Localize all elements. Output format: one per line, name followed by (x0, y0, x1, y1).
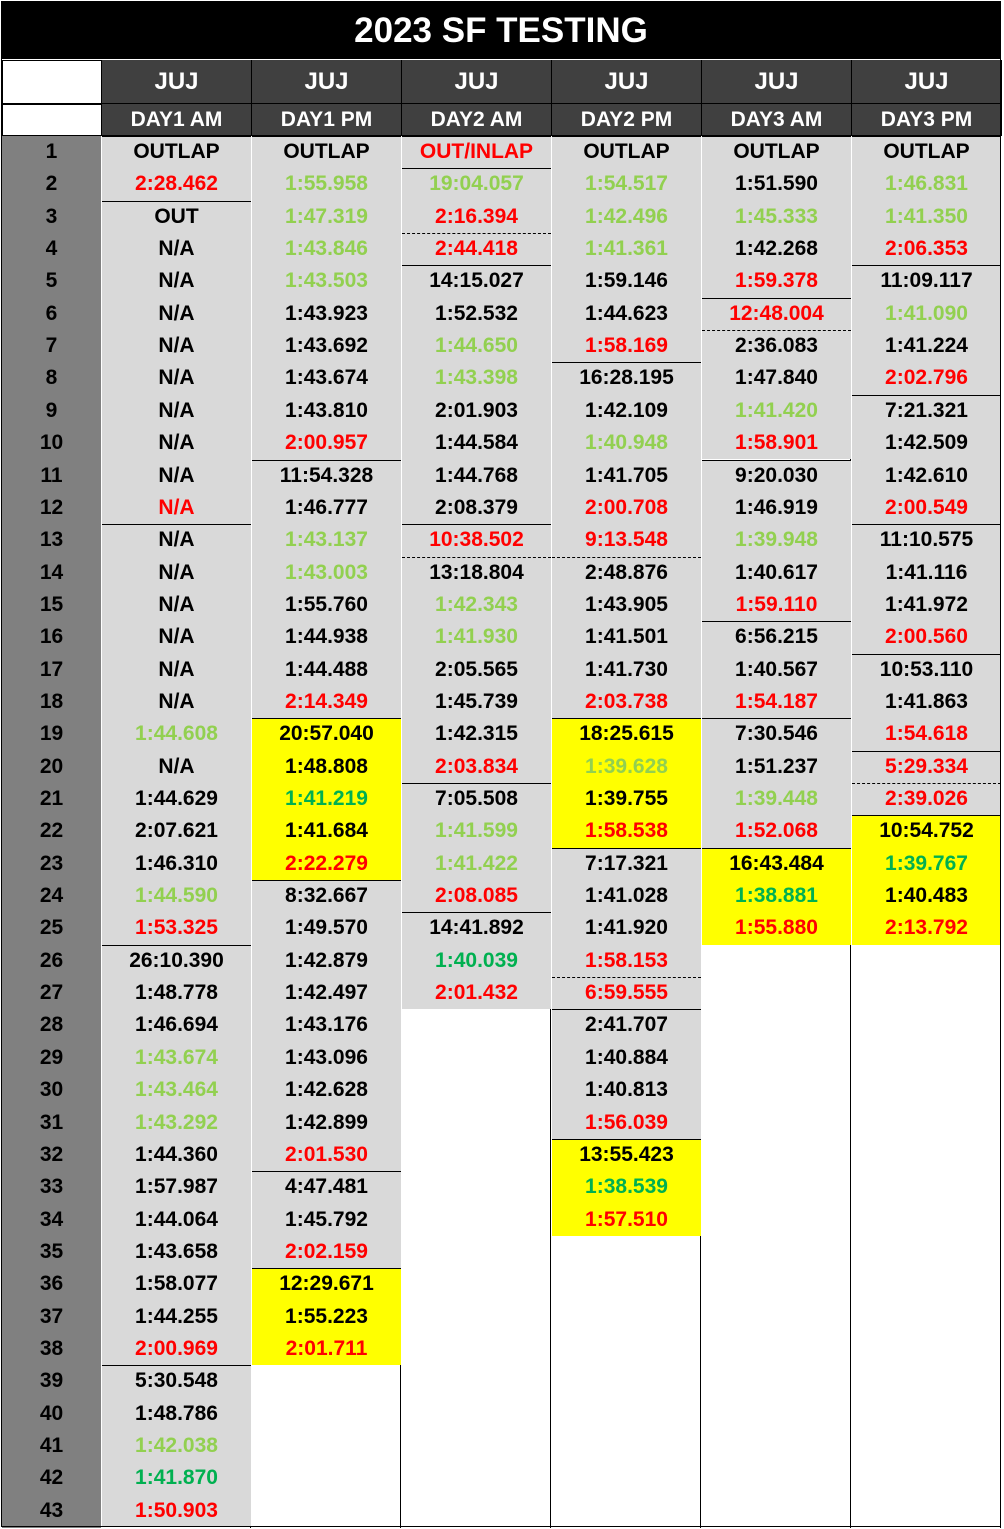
lap-time-cell: 1:51.237 (735, 754, 818, 778)
lap-time-cell: 2:01.530 (285, 1142, 368, 1166)
lap-time-cell: 1:42.268 (735, 237, 818, 261)
lap-time-cell: 2:16.394 (435, 204, 518, 228)
lap-time-cell: 2:41.707 (585, 1013, 668, 1037)
lap-time-cell: 1:48.808 (285, 754, 368, 778)
lap-time-cell: 2:00.957 (285, 431, 368, 455)
lap-time-cell: 5:30.548 (135, 1369, 218, 1393)
lap-time-cell: 4:47.481 (285, 1175, 368, 1199)
lap-time-cell: 1:51.590 (735, 172, 818, 196)
lap-time-cell: 1:44.064 (135, 1207, 218, 1231)
lap-time-cell: OUTLAP (883, 140, 970, 163)
lap-time-cell: 1:43.905 (585, 592, 668, 616)
lap-time-cell: N/A (158, 657, 195, 681)
lap-time-cell: N/A (158, 269, 195, 293)
lap-time-cell: OUTLAP (733, 140, 820, 163)
lap-time-cell: 1:49.570 (285, 916, 368, 940)
lap-time-cell: 2:44.418 (435, 237, 518, 261)
lap-time-cell: 1:46.831 (885, 172, 968, 196)
lap-time-cell: 1:46.919 (735, 495, 818, 519)
lap-time-cell: 2:03.834 (435, 754, 518, 778)
lap-time-cell: 2:36.083 (735, 334, 818, 358)
lap-time-cell: 1:41.224 (885, 334, 968, 358)
header-blank-session (2, 104, 102, 136)
lap-number: 17 (39, 657, 64, 681)
lap-time-cell: 1:59.146 (585, 269, 668, 293)
lap-time-cell: 1:40.948 (585, 431, 668, 455)
lap-number: 25 (39, 916, 64, 940)
lap-time-cell: 16:43.484 (729, 851, 824, 875)
lap-time-cell: 11:09.117 (880, 269, 973, 293)
lap-time-cell: 1:53.325 (135, 916, 218, 940)
lap-time-cell: 1:41.684 (285, 819, 368, 843)
lap-time-cell: 1:41.420 (735, 398, 818, 422)
lap-time-cell: 1:54.517 (585, 172, 668, 196)
lap-time-cell: 1:41.870 (135, 1466, 218, 1490)
lap-time-cell: 2:13.792 (885, 916, 968, 940)
lap-time-cell: 1:46.310 (135, 851, 218, 875)
lap-time-cell: 1:45.333 (735, 204, 818, 228)
lap-time-cell: 9:13.548 (585, 528, 668, 552)
lap-number: 22 (39, 819, 64, 843)
lap-time-cell: 1:41.219 (285, 787, 368, 810)
driver-header: JUJ (252, 60, 402, 104)
lap-time-cell: N/A (158, 528, 195, 552)
lap-time-cell: 1:41.028 (585, 884, 668, 908)
lap-time-cell: 1:40.483 (885, 884, 968, 908)
lap-time-cell: 2:00.708 (585, 495, 668, 519)
lap-time-cell: N/A (158, 301, 195, 325)
lap-time-cell: 1:55.760 (285, 592, 368, 616)
lap-time-cell: OUTLAP (283, 140, 370, 163)
lap-time-cell: 1:42.109 (585, 398, 668, 422)
lap-time-cell: 1:43.003 (285, 560, 368, 584)
lap-time-cell: 1:42.315 (435, 722, 518, 746)
lap-number: 23 (39, 851, 64, 875)
lap-time-cell: 1:42.496 (585, 204, 668, 228)
lap-number: 19 (39, 722, 64, 746)
lap-time-cell: 1:44.584 (435, 431, 518, 455)
lap-time-cell: 2:06.353 (885, 237, 968, 261)
lap-time-cell: 1:44.255 (135, 1304, 218, 1328)
lap-time-cell: 1:41.422 (435, 851, 518, 875)
lap-time-cell: 2:05.565 (435, 657, 518, 681)
lap-time-cell: 2:01.432 (435, 981, 518, 1005)
lap-time-cell: 19:04.057 (429, 172, 524, 196)
driver-header: JUJ (402, 60, 552, 104)
lap-time-cell: N/A (158, 592, 195, 616)
lap-time-cell: 1:40.617 (735, 560, 818, 584)
lap-number: 8 (45, 366, 58, 390)
lap-number: 15 (39, 592, 64, 616)
lap-number: 20 (39, 754, 64, 778)
lap-number: 42 (39, 1466, 64, 1490)
lap-time-cell: 1:52.068 (735, 819, 818, 843)
lap-time-cell: 1:58.153 (585, 948, 668, 972)
lap-time-cell: 10:53.110 (879, 657, 974, 681)
lap-number: 10 (39, 431, 64, 455)
lap-time-cell: 1:54.618 (885, 722, 968, 746)
lap-time-cell: 1:43.176 (285, 1013, 368, 1037)
lap-time-cell: 8:32.667 (285, 884, 368, 908)
lap-time-cell: 2:03.738 (585, 689, 668, 713)
lap-time-cell: 16:28.195 (579, 366, 674, 390)
lap-time-cell: 1:43.658 (135, 1239, 218, 1263)
header-blank-driver (2, 60, 102, 104)
lap-time-cell: 26:10.390 (129, 948, 224, 972)
lap-time-cell: 1:43.137 (285, 528, 368, 552)
lap-number: 28 (39, 1013, 64, 1037)
session-header: DAY1 AM (102, 104, 252, 136)
page-title: 2023 SF TESTING (2, 2, 1000, 59)
lap-number: 21 (39, 787, 64, 810)
driver-header: JUJ (852, 60, 1002, 104)
lap-time-cell: 2:14.349 (285, 689, 368, 713)
lap-time-cell: 2:08.085 (435, 884, 518, 908)
lap-time-cell: 18:25.615 (579, 722, 674, 746)
driver-header: JUJ (552, 60, 702, 104)
lap-time-cell: 9:20.030 (735, 463, 818, 487)
lap-time-cell: 1:44.608 (135, 722, 218, 746)
lap-time-cell: 1:40.884 (585, 1045, 668, 1069)
lap-time-cell: 1:44.938 (285, 625, 368, 649)
lap-number: 30 (39, 1078, 64, 1102)
lap-time-cell: 1:40.567 (735, 657, 818, 681)
lap-time-cell: 1:58.901 (735, 431, 818, 455)
lap-time-cell: 1:46.777 (285, 495, 368, 519)
lap-time-cell: 1:42.628 (285, 1078, 368, 1102)
lap-time-cell: 1:55.223 (285, 1304, 368, 1328)
lap-number: 29 (39, 1045, 64, 1069)
lap-time-cell: 1:44.768 (435, 463, 518, 487)
session-column (102, 136, 251, 1528)
lap-time-cell: 1:39.448 (735, 787, 818, 810)
lap-time-cell: 1:39.755 (585, 787, 668, 810)
lap-time-cell: 1:43.292 (135, 1110, 218, 1134)
lap-number: 32 (39, 1142, 64, 1166)
lap-time-cell: 1:43.674 (135, 1045, 218, 1069)
session-header: DAY1 PM (252, 104, 402, 136)
lap-number: 16 (39, 625, 64, 649)
lap-time-cell: 2:48.876 (585, 560, 668, 584)
lap-time-cell: 1:44.629 (135, 787, 218, 810)
lap-time-cell: 1:59.110 (735, 592, 818, 616)
lap-time-cell: N/A (158, 754, 195, 778)
lap-time-cell: 1:43.398 (435, 366, 518, 390)
lap-time-cell: 1:43.846 (285, 237, 368, 261)
lap-time-cell: 1:48.786 (135, 1401, 218, 1425)
lap-number: 34 (39, 1207, 64, 1231)
lap-number: 33 (39, 1175, 64, 1199)
lap-time-cell: 6:59.555 (585, 981, 668, 1005)
lap-number: 4 (45, 237, 58, 261)
session-column (852, 136, 1001, 1528)
session-header: DAY2 AM (402, 104, 552, 136)
lap-time-cell: 1:43.503 (285, 269, 368, 293)
lap-number: 3 (45, 204, 58, 228)
lap-time-cell: 1:41.730 (585, 657, 668, 681)
lap-number: 41 (39, 1434, 64, 1457)
driver-header: JUJ (702, 60, 852, 104)
lap-time-cell: 1:44.488 (285, 657, 368, 681)
lap-time-cell: OUT/INLAP (419, 140, 534, 163)
lap-time-cell: 1:41.920 (585, 916, 668, 940)
lap-time-cell: 7:17.321 (585, 851, 668, 875)
lap-number: 27 (39, 981, 64, 1005)
lap-time-cell: 2:08.379 (435, 495, 518, 519)
lap-time-cell: 1:41.863 (885, 689, 968, 713)
lap-time-cell: 2:28.462 (135, 172, 218, 196)
lap-number: 26 (39, 948, 64, 972)
lap-time-cell: 1:56.039 (585, 1110, 668, 1134)
lap-time-cell: 10:38.502 (429, 528, 524, 552)
lap-time-cell: 2:01.711 (285, 1336, 368, 1360)
lap-time-cell: 7:30.546 (735, 722, 818, 746)
lap-time-cell: N/A (158, 495, 195, 519)
lap-time-cell: N/A (158, 560, 195, 584)
lap-number: 7 (45, 334, 58, 358)
lap-time-cell: N/A (158, 237, 195, 261)
lap-time-cell: N/A (158, 431, 195, 455)
session-header: DAY2 PM (552, 104, 702, 136)
lap-number: 13 (39, 528, 64, 552)
lap-time-cell: 1:41.350 (885, 204, 968, 228)
lap-time-cell: 5:29.334 (885, 754, 968, 778)
lap-time-cell: 2:00.969 (135, 1336, 218, 1360)
lap-number: 2 (45, 172, 58, 196)
lap-time-cell: 1:43.464 (135, 1078, 218, 1102)
lap-number: 5 (45, 269, 58, 293)
lap-time-cell: 1:44.360 (135, 1142, 218, 1166)
lap-time-cell: 1:44.650 (435, 334, 518, 358)
lap-time-cell: 1:41.599 (435, 819, 518, 843)
lap-time-cell: 1:42.038 (135, 1434, 218, 1457)
lap-number: 1 (45, 140, 58, 163)
lap-time-cell: 1:44.623 (585, 301, 668, 325)
session-column (402, 136, 551, 1528)
lap-time-cell: 1:52.532 (435, 301, 518, 325)
lap-number: 12 (39, 495, 64, 519)
lap-time-cell: 1:50.903 (135, 1498, 218, 1522)
lap-time-cell: 1:57.987 (135, 1175, 218, 1199)
lap-time-cell: 1:43.692 (285, 334, 368, 358)
lap-time-cell: 1:38.881 (735, 884, 818, 908)
lap-time-cell: 7:21.321 (885, 398, 968, 422)
lap-time-cell: 1:41.972 (885, 592, 968, 616)
lap-number: 11 (40, 463, 63, 487)
lap-time-cell: 1:57.510 (585, 1207, 668, 1231)
lap-time-cell: 1:58.077 (135, 1272, 218, 1296)
lap-time-cell: 1:42.509 (885, 431, 968, 455)
lap-number: 6 (45, 301, 58, 325)
lap-time-cell: 1:38.539 (585, 1175, 668, 1199)
lap-time-cell: 1:42.343 (435, 592, 518, 616)
lap-number: 9 (45, 398, 58, 422)
lap-time-cell: N/A (158, 689, 195, 713)
lap-time-cell: 1:55.880 (735, 916, 818, 940)
lap-time-cell: 1:43.923 (285, 301, 368, 325)
lap-time-cell: 1:39.628 (585, 754, 668, 778)
lap-time-cell: 1:48.778 (135, 981, 218, 1005)
lap-time-cell: 1:42.610 (885, 463, 968, 487)
session-column (252, 136, 401, 1528)
lap-time-cell: 2:02.159 (285, 1239, 368, 1263)
lap-number: 39 (39, 1369, 64, 1393)
lap-time-cell: 14:15.027 (429, 269, 524, 293)
lap-number: 43 (39, 1498, 64, 1522)
lap-number: 24 (39, 884, 64, 908)
lap-time-cell: 1:39.767 (885, 851, 968, 875)
lap-time-cell: 2:00.560 (885, 625, 968, 649)
lap-time-cell: N/A (158, 398, 195, 422)
lap-time-cell: 6:56.215 (735, 625, 818, 649)
lap-number: 40 (39, 1401, 64, 1425)
lap-time-cell: 1:47.319 (285, 204, 368, 228)
session-column (702, 136, 851, 1528)
lap-time-cell: 1:45.792 (285, 1207, 368, 1231)
session-column (552, 136, 701, 1528)
lap-time-cell: 1:41.361 (585, 237, 668, 261)
lap-time-cell: 11:54.328 (279, 463, 374, 487)
lap-time-cell: 1:44.590 (135, 884, 218, 908)
lap-time-cell: 1:54.187 (735, 689, 818, 713)
lap-number: 37 (39, 1304, 64, 1328)
lap-time-cell: 1:41.705 (585, 463, 668, 487)
lap-time-cell: 1:59.378 (735, 269, 818, 293)
lap-time-cell: 1:41.116 (885, 560, 968, 584)
lap-time-cell: 1:43.096 (285, 1045, 368, 1069)
lap-time-cell: 2:00.549 (885, 495, 968, 519)
lap-number: 35 (39, 1239, 64, 1263)
lap-time-cell: OUTLAP (133, 140, 220, 163)
lap-time-cell: 1:47.840 (735, 366, 818, 390)
lap-time-cell: 14:41.892 (429, 916, 524, 940)
lap-time-cell: 1:46.694 (135, 1013, 218, 1037)
lap-time-cell: 1:58.538 (585, 819, 668, 843)
lap-number: 14 (39, 560, 64, 584)
lap-time-cell: 1:42.899 (285, 1110, 368, 1134)
lap-time-cell: 1:42.497 (285, 981, 368, 1005)
lap-time-cell: 1:45.739 (435, 689, 518, 713)
lap-time-cell: 11:10.575 (879, 528, 974, 552)
session-header: DAY3 AM (702, 104, 852, 136)
lap-time-cell: N/A (158, 625, 195, 649)
lap-time-cell: 1:41.501 (585, 625, 668, 649)
session-header: DAY3 PM (852, 104, 1002, 136)
lap-time-cell: 2:02.796 (885, 366, 968, 390)
lap-time-cell: 1:42.879 (285, 948, 368, 972)
lap-time-cell: 2:22.279 (285, 851, 368, 875)
lap-time-cell: 10:54.752 (879, 819, 974, 843)
lap-time-cell: 13:18.804 (429, 560, 524, 584)
lap-time-cell: N/A (158, 334, 195, 358)
lap-time-cell: 1:43.810 (285, 398, 368, 422)
lap-time-cell: 1:55.958 (285, 172, 368, 196)
lap-time-cell: 1:43.674 (285, 366, 368, 390)
lap-time-cell: 12:29.671 (279, 1272, 374, 1296)
lap-time-cell: 2:01.903 (435, 398, 518, 422)
lap-time-cell: 1:58.169 (585, 334, 668, 358)
lap-time-cell: 12:48.004 (729, 301, 824, 325)
lap-time-cell: 1:40.039 (435, 948, 518, 972)
lap-time-cell: 2:07.621 (135, 819, 218, 843)
lap-time-cell: OUT (154, 204, 199, 228)
lap-number: 38 (39, 1336, 64, 1360)
lap-time-cell: 7:05.508 (435, 787, 518, 810)
lap-number: 18 (39, 689, 64, 713)
lap-number: 31 (39, 1110, 64, 1134)
lap-time-cell: 1:41.090 (885, 301, 968, 325)
lap-time-cell: 1:41.930 (435, 625, 518, 649)
lap-time-cell: OUTLAP (583, 140, 670, 163)
lap-time-cell: 13:55.423 (579, 1142, 674, 1166)
driver-header: JUJ (102, 60, 252, 104)
lap-number: 36 (39, 1272, 64, 1296)
lap-time-cell: 2:39.026 (885, 787, 968, 810)
lap-time-cell: N/A (158, 366, 195, 390)
lap-time-cell: 1:39.948 (735, 528, 818, 552)
lap-time-cell: 20:57.040 (279, 722, 374, 746)
lap-time-cell: 1:40.813 (585, 1078, 668, 1102)
lap-time-cell: N/A (158, 463, 195, 487)
